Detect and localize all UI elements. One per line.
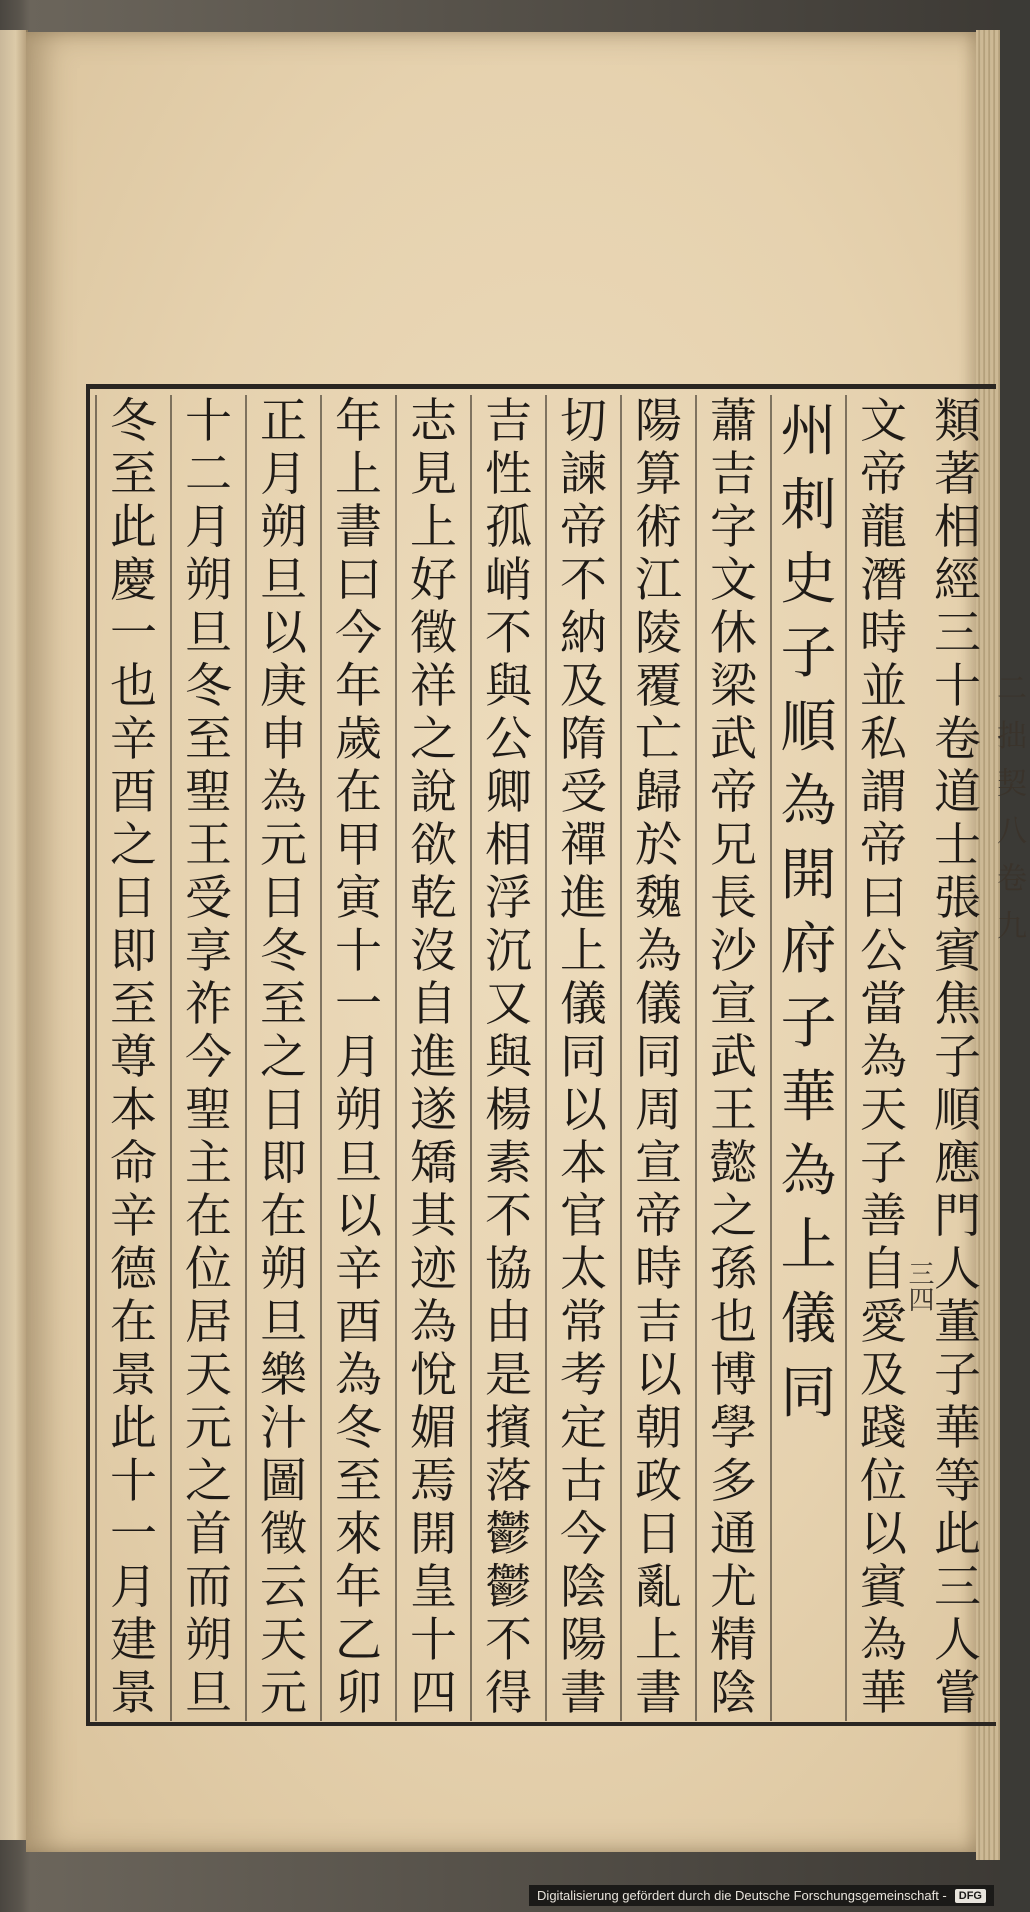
text-column: 吉 性 孤 峭 不 與 公 卿 相 浮 沉 又 與 楊 素 不 協 由 是 擯 落 鬱 鬱 不 得 (470, 395, 545, 1721)
text-column: 蕭 吉 字 文 休 梁 武 帝 兄 長 沙 宣 武 王 懿 之 孫 也 博 學 多 通 尤 精 陰 (695, 395, 770, 1721)
marginal-title: 二 拙 契 八 卷 九 (991, 672, 1026, 944)
text-column: 類 著 相 經 三 十 卷 道 士 張 賓 焦 子 順 應 門 人 董 子 華 等 此 三 人 嘗 (934, 394, 981, 1721)
digitization-credit (529, 1885, 994, 1906)
text-column: 文 帝 龍 潛 時 並 私 謂 帝 曰 公 當 為 天 子 善 自 愛 及 踐 位 以 賓 為 華 (845, 395, 920, 1721)
text-column: 切 諫 帝 不 納 及 隋 受 禪 進 上 儀 同 以 本 官 太 常 考 定 古 今 陰 陽 書 (545, 395, 620, 1721)
page-marker: 三四 (904, 1260, 934, 1312)
text-column: 冬 至 此 慶 一 也 辛 酉 之 日 即 至 尊 本 命 辛 德 在 景 此 十 一 月 建 景 (95, 395, 170, 1721)
text-column: 年 上 書 曰 今 年 歲 在 甲 寅 十 一 月 朔 旦 以 辛 酉 為 冬 至 來 年 乙 卯 (320, 395, 395, 1721)
text-column: 志 見 上 好 徵 祥 之 說 欲 乾 沒 自 進 遂 矯 其 迹 為 悅 媚 焉 開 皇 十 四 (395, 395, 470, 1721)
credit-text: Digitalisierung gefördert durch die Deutsche Forschungsgemeinschaft - (537, 1888, 947, 1903)
text-frame (86, 384, 996, 1726)
dfg-logo: DFG (955, 1889, 986, 1903)
text-column: 十 二 月 朔 旦 冬 至 聖 王 受 享 祚 今 聖 主 在 位 居 天 元 之 首 而 朔 旦 (170, 395, 245, 1721)
text-column: 正 月 朔 旦 以 庚 申 為 元 日 冬 至 之 日 即 在 朔 旦 樂 汁 圖 徵 云 天 元 (245, 395, 320, 1721)
left-page-edge (0, 30, 28, 1840)
text-column: 陽 算 術 江 陵 覆 亡 歸 於 魏 為 儀 同 周 宣 帝 時 吉 以 朝 政 日 亂 上 書 (620, 395, 695, 1721)
book-page (26, 32, 1026, 1852)
text-column: 州 刺 史 子 順 為 開 府 子 華 為 上 儀 同 (770, 395, 845, 1721)
